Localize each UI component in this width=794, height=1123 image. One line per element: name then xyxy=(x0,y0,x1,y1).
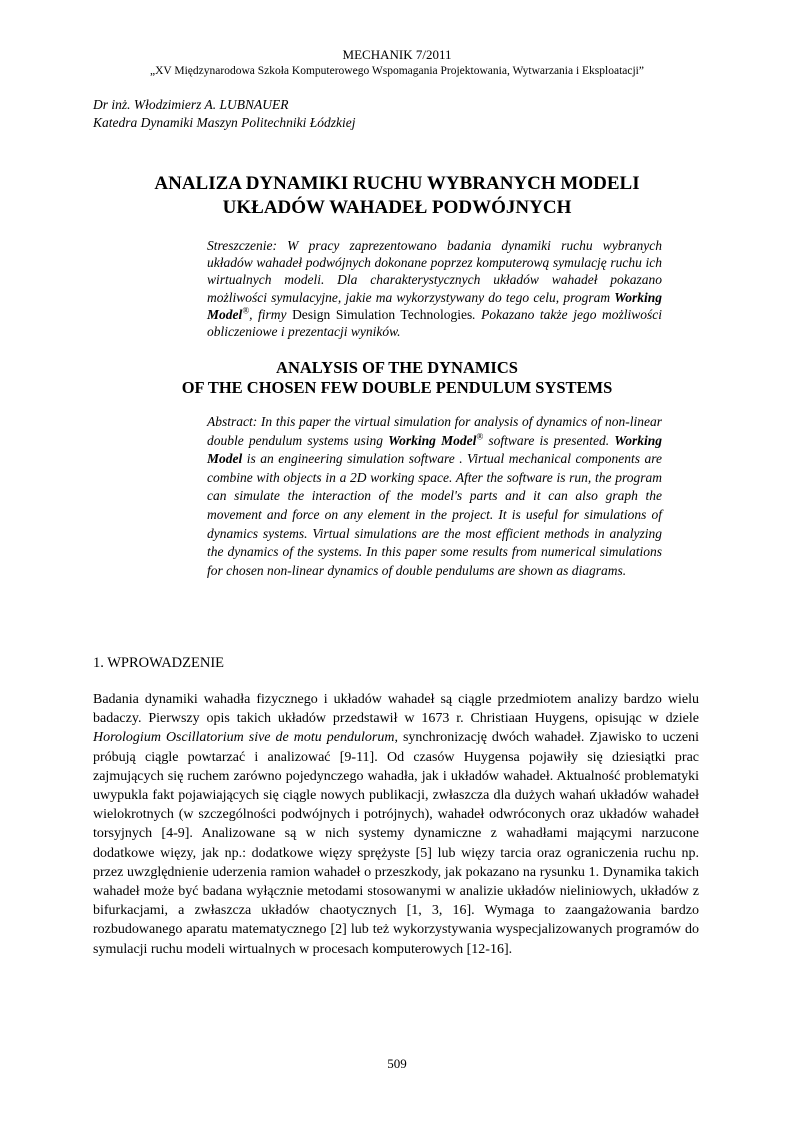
abstract-pl-text-3: . Pokazano także jego możliwości obliczeniowe i prezentacji wyników. xyxy=(207,306,662,340)
title-en-line-2: OF THE CHOSEN FEW DOUBLE PENDULUM SYSTEMS xyxy=(181,378,613,397)
intro-text-2: , synchronizację dwóch wahadeł. Zjawisko to uczeni próbują ciągle powtarzać i analizować [9-11]. Od czasów Huygensa pojawiły się dziesiątki prac zajmujących się ruchem zarówno pojedynczego wahadła, jak i układów wahadeł. Aktualność problematyki uwypukla fakt pojawiających się ciągle nowych publikacji, zwłaszcza dla dużych wahań układów wahadeł wielokrotnych (w szczególności podwójnych i potrójnych), wahadeł odwróconych oraz układów wahadeł torsyjnych [4-9]. Analizowane są w nich systemy dynamiczne z wahadłami mającymi narzucone dodatkowe więzy, jak np.: dodatkowe więzy sprężyste [5] lub więzy tarcia oraz ograniczenia ruchu np. przez uwzględnienie uderzenia ramion wahadeł o przeszkody, jak pokazano na rysunku 1. Dynamika takich wahadeł może być badana wyłącznie metodami stosowanymi w analizie układów nieliniowych, układów z bifurkacjami, a zwłaszcza układów chaotycznych [1, 3, 16]. Wymaga to zaangażowania bardzo rozbudowanego aparatu matematycznego [2] lub też wykorzystywania wyspecjalizowanych programów do symulacji ruchu modeli wirtualnych w procesach komputerowych [12-16]. xyxy=(93,730,699,957)
paper-title-english xyxy=(0,358,794,398)
book-title: Horologium Oscillatorium sive de motu pendulorum xyxy=(93,730,395,746)
software-name: Working Model xyxy=(207,289,662,322)
abstract-en-text-1: Abstract: In this paper the virtual simulation for analysis of dynamics of non-linear double pendulum systems using xyxy=(207,414,662,448)
company-name: Design Simulation Technologies xyxy=(292,306,473,322)
intro-paragraph xyxy=(93,690,699,959)
abstract-polish xyxy=(207,237,662,340)
intro-text-1: Badania dynamiki wahadła fizycznego i układów wahadeł są ciągle przedmiotem analizy bardzo wielu badaczy. Pierwszy opis takich układów przedstawił w 1673 r. Christiaan Huygens, opisując w dziele xyxy=(93,692,699,727)
software-name-2: Working Model xyxy=(207,432,663,467)
author-block xyxy=(93,96,355,132)
page-number: 509 xyxy=(387,1056,407,1071)
title-pl-line-2: UKŁADÓW WAHADEŁ PODWÓJNYCH xyxy=(222,197,572,218)
author-name: Dr inż. Włodzimierz A. LUBNAUER xyxy=(93,97,289,112)
abstract-pl-text-1: Streszczenie: W pracy zaprezentowano badania dynamiki ruchu wybranych układów wahadeł podwójnych dokonane poprzez komputerową symulację ruchu ich wirtualnych modeli. Dla charakterystycznych układów wahadeł pokazano możliwości symulacyjne, jakie ma wykorzystywany do tego celu, program xyxy=(207,238,662,305)
title-pl-line-1: ANALIZA DYNAMIKI RUCHU WYBRANYCH MODELI xyxy=(154,173,640,194)
paper-title-polish xyxy=(0,172,794,220)
section-heading: 1. WPROWADZENIE xyxy=(93,655,225,671)
software-name-1: Working Model xyxy=(388,432,477,448)
abstract-en-text-3: is an engineering simulation software . Virtual mechanical components are combine with objects in a 2D working space. After the software is run, the program can simulate the interaction of the model's parts and it can also graph the movement and force on any element in the project. It is useful for simulations of dynamics systems. Virtual simulations are the most efficient methods in analyzing the dynamics of the systems. In this paper some results from numerical simulations for chosen non-linear dynamics of double pendulums are shown as diagrams. xyxy=(207,451,662,578)
registered-mark-en: ® xyxy=(476,431,484,442)
title-en-line-1: ANALYSIS OF THE DYNAMICS xyxy=(276,358,518,377)
author-affiliation: Katedra Dynamiki Maszyn Politechniki Łódzkiej xyxy=(93,115,356,130)
conference-name: „XV Międzynarodowa Szkoła Komputerowego Wspomagania Projektowania, Wytwarzania i Eksploatacji” xyxy=(150,65,644,77)
abstract-en-text-2: software is presented. xyxy=(483,432,615,448)
abstract-pl-text-2: , firmy xyxy=(249,306,293,322)
registered-mark: ® xyxy=(242,305,250,316)
journal-header: MECHANIK 7/2011 xyxy=(342,47,452,62)
abstract-english xyxy=(207,413,662,580)
